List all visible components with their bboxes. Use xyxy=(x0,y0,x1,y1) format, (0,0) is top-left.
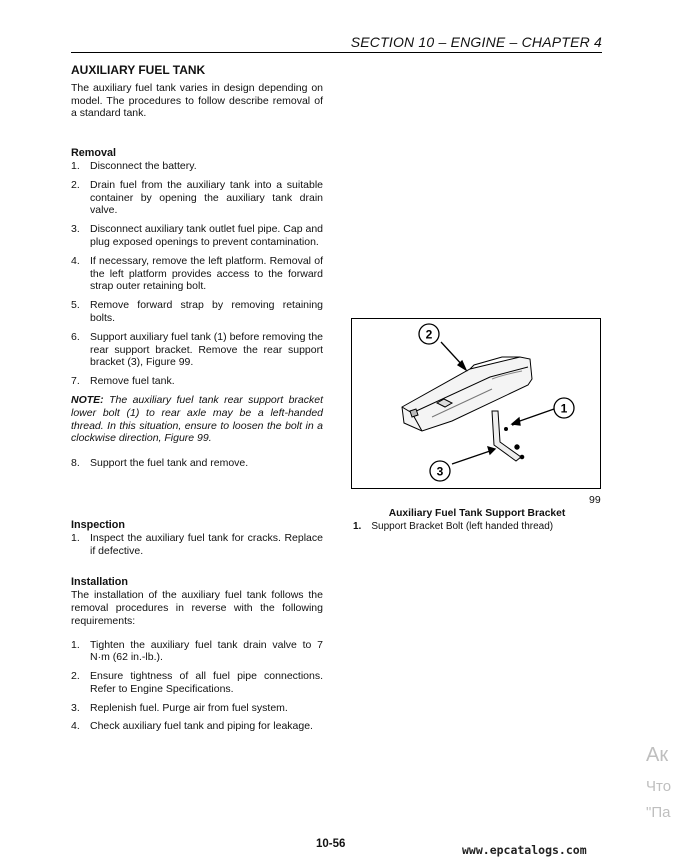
page-title: AUXILIARY FUEL TANK xyxy=(71,63,206,77)
list-item: 1. Inspect the auxiliary fuel tank for cracks. Replace if defective. xyxy=(71,531,323,557)
callout-1 xyxy=(554,398,574,418)
fuel-tank-bracket-drawing xyxy=(352,319,599,487)
inspection-heading: Inspection xyxy=(71,518,125,531)
list-item: 5. Remove forward strap by removing retaining bolts. xyxy=(71,299,323,324)
callout-1-label: 1 xyxy=(560,401,568,416)
list-item: 4. If necessary, remove the left platform. Removal of the left platform provides access to the forward strap outer retaining bolt. xyxy=(71,254,323,293)
list-item: 3. Replenish fuel. Purge air from fuel system. xyxy=(71,701,288,714)
installation-heading: Installation xyxy=(71,576,128,589)
note-block xyxy=(71,394,323,445)
removal-steps xyxy=(71,160,323,388)
note-label: NOTE: xyxy=(71,393,104,406)
list-item: 1. Tighten the auxiliary fuel tank drain valve to 7 N·m (62 in.-lb.). xyxy=(71,638,323,664)
watermark-line-3: "Па xyxy=(646,804,671,821)
section-header: SECTION 10 – ENGINE – CHAPTER 4 xyxy=(71,34,602,53)
intro-paragraph: The auxiliary fuel tank varies in design depending on model. The procedures to follow describe removal of a standard tank. xyxy=(71,81,323,120)
figure-illustration xyxy=(351,318,601,489)
removal-heading: Removal xyxy=(71,147,117,160)
list-item: 2. Ensure tightness of all fuel pipe connections. Refer to Engine Specifications. xyxy=(71,670,323,695)
watermark-line-2: Что xyxy=(646,778,672,795)
callout-3-label: 3 xyxy=(436,464,444,479)
fuel-tank-icon xyxy=(402,357,532,431)
watermark-url[interactable]: www.epcatalogs.com xyxy=(462,843,587,857)
list-item: 1. Disconnect the battery. xyxy=(71,159,197,172)
figure-caption: Auxiliary Fuel Tank Support Bracket xyxy=(388,508,566,519)
main-column xyxy=(71,64,323,739)
legend-number: 1. xyxy=(353,521,362,532)
list-item: 6. Support auxiliary fuel tank (1) before removing the rear support bracket. Remove the rear support bracket (3), Figure 99. xyxy=(71,330,323,369)
removal-step-8 xyxy=(71,457,323,470)
list-item: 4. Check auxiliary fuel tank and piping for leakage. xyxy=(71,720,313,733)
watermark-line-1: Ак xyxy=(646,744,669,766)
inspection-steps xyxy=(71,532,323,558)
list-item: 8. Support the fuel tank and remove. xyxy=(71,457,249,470)
list-item: 7. Remove fuel tank. xyxy=(71,375,175,388)
list-item: 3. Disconnect auxiliary tank outlet fuel pipe. Cap and plug exposed openings to prevent contamination. xyxy=(71,223,323,248)
callout-2 xyxy=(419,324,439,344)
list-item: 2. Drain fuel from the auxiliary tank into a suitable container by opening the auxiliary tank drain valve. xyxy=(71,178,323,217)
installation-intro: The installation of the auxiliary fuel tank follows the removal procedures in reverse with the following requirements: xyxy=(71,589,323,627)
callout-2-label: 2 xyxy=(425,327,433,342)
figure-legend xyxy=(353,521,553,532)
callout-3 xyxy=(430,461,450,481)
page-number: 10-56 xyxy=(316,838,346,850)
installation-steps xyxy=(71,639,323,734)
legend-text: Support Bracket Bolt (left handed thread) xyxy=(371,521,554,532)
note-text: The auxiliary fuel tank rear support bracket lower bolt (1) to rear axle may be a left-handed thread. In this situation, ensure to loosen the bolt in a clockwise direction, Figure 99. xyxy=(71,393,323,445)
figure-number: 99 xyxy=(589,494,601,506)
